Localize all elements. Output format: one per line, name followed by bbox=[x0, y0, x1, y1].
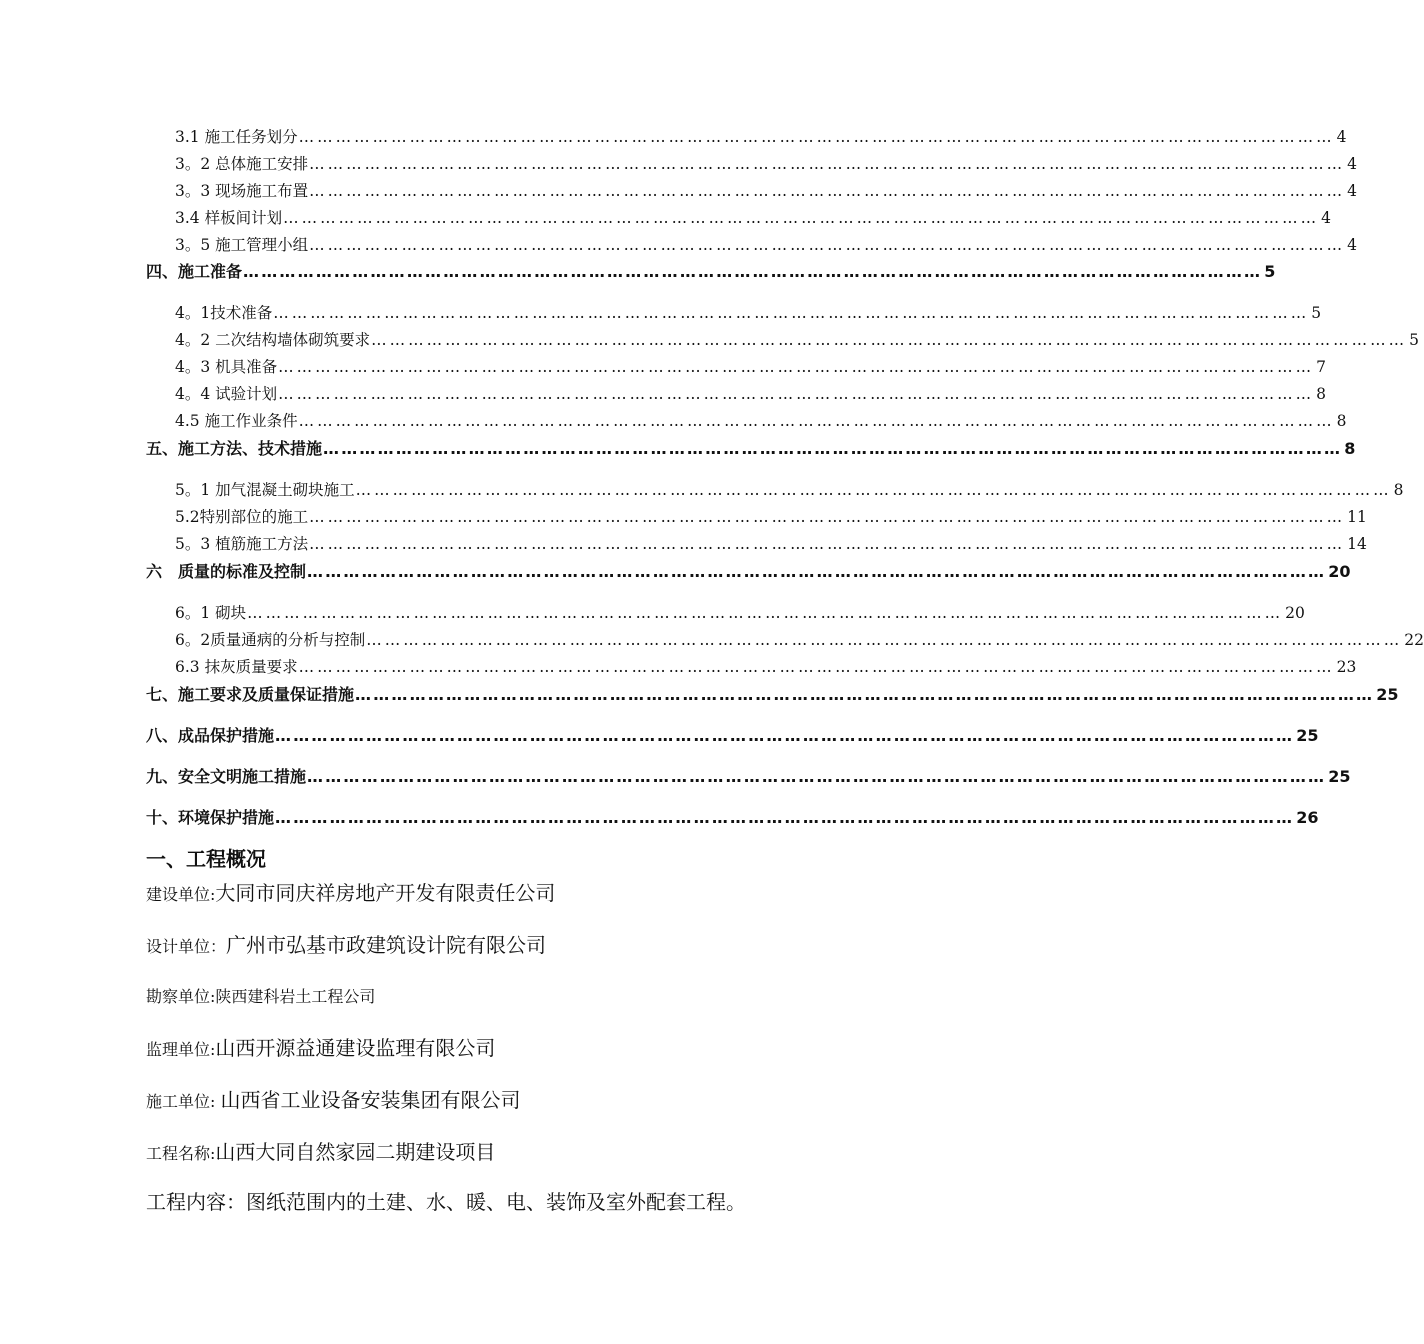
builder-unit-line bbox=[146, 1084, 520, 1113]
project-content-line bbox=[146, 1186, 746, 1215]
toc-dot-leader: …………………………………………………………………………………………………………………………………………………… bbox=[278, 358, 1315, 376]
toc-dot-leader: …………………………………………………………………………………………………………………………………………………… bbox=[298, 128, 1335, 146]
toc-dot-leader: …………………………………………………………………………………………………………………………………………………… bbox=[307, 562, 1327, 581]
toc-dot-leader: …………………………………………………………………………………………………………………………………………………… bbox=[371, 331, 1408, 349]
toc-entry-title: 4。4 试验计划 bbox=[175, 385, 278, 403]
toc-entry[interactable] bbox=[175, 125, 1347, 149]
toc-entry-title: 4。1技术准备 bbox=[175, 304, 273, 322]
toc-dot-leader: …………………………………………………………………………………………………………………………………………………… bbox=[298, 412, 1335, 430]
toc-entry-page: 14 bbox=[1347, 535, 1367, 553]
builder-unit-value: 山西省工业设备安装集团有限公司 bbox=[220, 1088, 521, 1112]
toc-entry[interactable] bbox=[175, 382, 1327, 406]
toc-entry-title: 5。1 加气混凝土砌块施工 bbox=[175, 481, 355, 499]
toc-chapter[interactable] bbox=[146, 260, 1276, 284]
toc-chapter-page: 20 bbox=[1328, 562, 1351, 581]
toc-entry-page: 22 bbox=[1404, 631, 1424, 649]
toc-entry-page: 11 bbox=[1347, 508, 1367, 526]
toc-entry[interactable] bbox=[175, 409, 1347, 433]
toc-chapter[interactable] bbox=[146, 683, 1399, 707]
toc-entry-page: 4 bbox=[1321, 209, 1331, 227]
toc-entry-page: 5 bbox=[1311, 304, 1322, 322]
toc-entry[interactable] bbox=[175, 628, 1424, 652]
toc-chapter-title: 九、安全文明施工措施 bbox=[146, 767, 307, 786]
toc-chapter[interactable] bbox=[146, 560, 1351, 584]
toc-entry-title: 3。2 总体施工安排 bbox=[175, 155, 309, 173]
toc-entry[interactable] bbox=[175, 505, 1367, 529]
section-heading: 一、工程概况 bbox=[146, 847, 266, 871]
toc-dot-leader: …………………………………………………………………………………………………………………………………………………… bbox=[298, 658, 1335, 676]
toc-dot-leader: …………………………………………………………………………………………………………………………………………………… bbox=[309, 182, 1346, 200]
toc-chapter-page: 25 bbox=[1296, 726, 1319, 745]
toc-entry[interactable] bbox=[175, 601, 1305, 625]
toc-chapter[interactable] bbox=[146, 724, 1319, 748]
toc-entry-title: 4。3 机具准备 bbox=[175, 358, 278, 376]
toc-entry[interactable] bbox=[175, 328, 1420, 352]
construction-unit-value: 大同市同庆祥房地产开发有限责任公司 bbox=[215, 881, 556, 905]
toc-dot-leader: …………………………………………………………………………………………………………………………………………………… bbox=[247, 604, 1284, 622]
toc-dot-leader: …………………………………………………………………………………………………………………………………………………… bbox=[283, 209, 1320, 227]
design-unit-label: 设计单位： bbox=[146, 937, 227, 956]
toc-entry-title: 5。3 植筋施工方法 bbox=[175, 535, 309, 553]
project-name-value: 山西大同自然家园二期建设项目 bbox=[215, 1140, 496, 1164]
toc-chapter-title: 十、环境保护措施 bbox=[146, 808, 275, 827]
toc-chapter-title: 四、施工准备 bbox=[146, 262, 243, 281]
toc-entry[interactable] bbox=[175, 152, 1358, 176]
toc-entry[interactable] bbox=[175, 655, 1357, 679]
project-content-label: 工程内容： bbox=[146, 1190, 246, 1214]
toc-entry[interactable] bbox=[175, 478, 1404, 502]
toc-entry[interactable] bbox=[175, 233, 1358, 257]
toc-chapter-title: 六 质量的标准及控制 bbox=[146, 562, 307, 581]
toc-entry-title: 3。3 现场施工布置 bbox=[175, 182, 309, 200]
toc-dot-leader: …………………………………………………………………………………………………………………………………………………… bbox=[366, 631, 1403, 649]
survey-unit-label: 勘察单位: bbox=[146, 987, 216, 1006]
toc-dot-leader: …………………………………………………………………………………………………………………………………………………… bbox=[323, 439, 1343, 458]
toc-entry-title: 6.3 抹灰质量要求 bbox=[175, 658, 298, 676]
toc-chapter-title: 八、成品保护措施 bbox=[146, 726, 275, 745]
toc-entry-page: 7 bbox=[1316, 358, 1327, 376]
toc-entry-title: 4.5 施工作业条件 bbox=[175, 412, 298, 430]
project-name-label: 工程名称: bbox=[146, 1144, 216, 1163]
toc-entry[interactable] bbox=[175, 355, 1327, 379]
supervision-unit-line bbox=[146, 1032, 495, 1061]
toc-entry-page: 5 bbox=[1409, 331, 1420, 349]
toc-dot-leader: …………………………………………………………………………………………………………………………………………………… bbox=[355, 685, 1375, 704]
toc-chapter-title: 五、施工方法、技术措施 bbox=[146, 439, 323, 458]
construction-unit-line bbox=[146, 877, 555, 906]
survey-unit-line bbox=[146, 984, 375, 1007]
toc-chapter-page: 25 bbox=[1376, 685, 1399, 704]
toc-dot-leader: …………………………………………………………………………………………………………………………………………………… bbox=[307, 767, 1327, 786]
supervision-unit-value: 山西开源益通建设监理有限公司 bbox=[215, 1036, 496, 1060]
toc-dot-leader: …………………………………………………………………………………………………………………………………………………… bbox=[278, 385, 1315, 403]
toc-entry[interactable] bbox=[175, 206, 1331, 230]
toc-dot-leader: …………………………………………………………………………………………………………………………………………………… bbox=[273, 304, 1310, 322]
builder-unit-label: 施工单位: bbox=[146, 1092, 221, 1111]
project-name-line bbox=[146, 1136, 495, 1165]
toc-chapter-page: 25 bbox=[1328, 767, 1351, 786]
toc-entry-title: 3.1 施工任务划分 bbox=[175, 128, 298, 146]
toc-entry[interactable] bbox=[175, 179, 1358, 203]
toc-dot-leader: …………………………………………………………………………………………………………………………………………………… bbox=[309, 508, 1346, 526]
toc-entry-title: 4。2 二次结构墙体砌筑要求 bbox=[175, 331, 371, 349]
toc-entry[interactable] bbox=[175, 301, 1322, 325]
toc-entry-title: 5.2特别部位的施工 bbox=[175, 508, 309, 526]
toc-dot-leader: …………………………………………………………………………………………………………………………………………………… bbox=[355, 481, 1392, 499]
toc-dot-leader: …………………………………………………………………………………………………………………………………………………… bbox=[275, 726, 1295, 745]
toc-entry-page: 8 bbox=[1393, 481, 1404, 499]
toc-entry-page: 20 bbox=[1285, 604, 1305, 622]
design-unit-value: 广州市弘基市政建筑设计院有限公司 bbox=[226, 933, 547, 957]
toc-entry-page: 23 bbox=[1336, 658, 1357, 676]
toc-entry-title: 6。2质量通病的分析与控制 bbox=[175, 631, 366, 649]
toc-entry-page: 4 bbox=[1336, 128, 1347, 146]
survey-unit-value: 陕西建科岩土工程公司 bbox=[215, 987, 376, 1006]
toc-dot-leader: …………………………………………………………………………………………………………………………………………………… bbox=[309, 155, 1346, 173]
toc-chapter[interactable] bbox=[146, 765, 1351, 789]
toc-chapter[interactable] bbox=[146, 437, 1356, 461]
toc-chapter[interactable] bbox=[146, 806, 1319, 830]
toc-dot-leader: …………………………………………………………………………………………………………………………………………………… bbox=[309, 535, 1346, 553]
toc-chapter-page: 8 bbox=[1344, 439, 1356, 458]
toc-entry-page: 4 bbox=[1347, 236, 1358, 254]
toc-entry[interactable] bbox=[175, 532, 1367, 556]
toc-entry-title: 3.4 样板间计划 bbox=[175, 209, 283, 227]
project-content-value: 图纸范围内的土建、水、暖、电、装饰及室外配套工程。 bbox=[246, 1190, 746, 1214]
toc-chapter-page: 5 bbox=[1264, 262, 1276, 281]
toc-entry-title: 6。1 砌块 bbox=[175, 604, 247, 622]
toc-entry-page: 8 bbox=[1316, 385, 1327, 403]
toc-entry-title: 3。5 施工管理小组 bbox=[175, 236, 309, 254]
design-unit-line bbox=[146, 929, 546, 958]
toc-chapter-title: 七、施工要求及质量保证措施 bbox=[146, 685, 355, 704]
construction-unit-label: 建设单位: bbox=[146, 885, 216, 904]
toc-entry-page: 4 bbox=[1347, 182, 1358, 200]
toc-dot-leader: …………………………………………………………………………………………………………………………………………………… bbox=[309, 236, 1346, 254]
toc-chapter-page: 26 bbox=[1296, 808, 1319, 827]
toc-dot-leader: …………………………………………………………………………………………………………………………………………………… bbox=[243, 262, 1263, 281]
toc-dot-leader: …………………………………………………………………………………………………………………………………………………… bbox=[275, 808, 1295, 827]
toc-entry-page: 8 bbox=[1336, 412, 1347, 430]
toc-entry-page: 4 bbox=[1347, 155, 1358, 173]
supervision-unit-label: 监理单位: bbox=[146, 1040, 216, 1059]
